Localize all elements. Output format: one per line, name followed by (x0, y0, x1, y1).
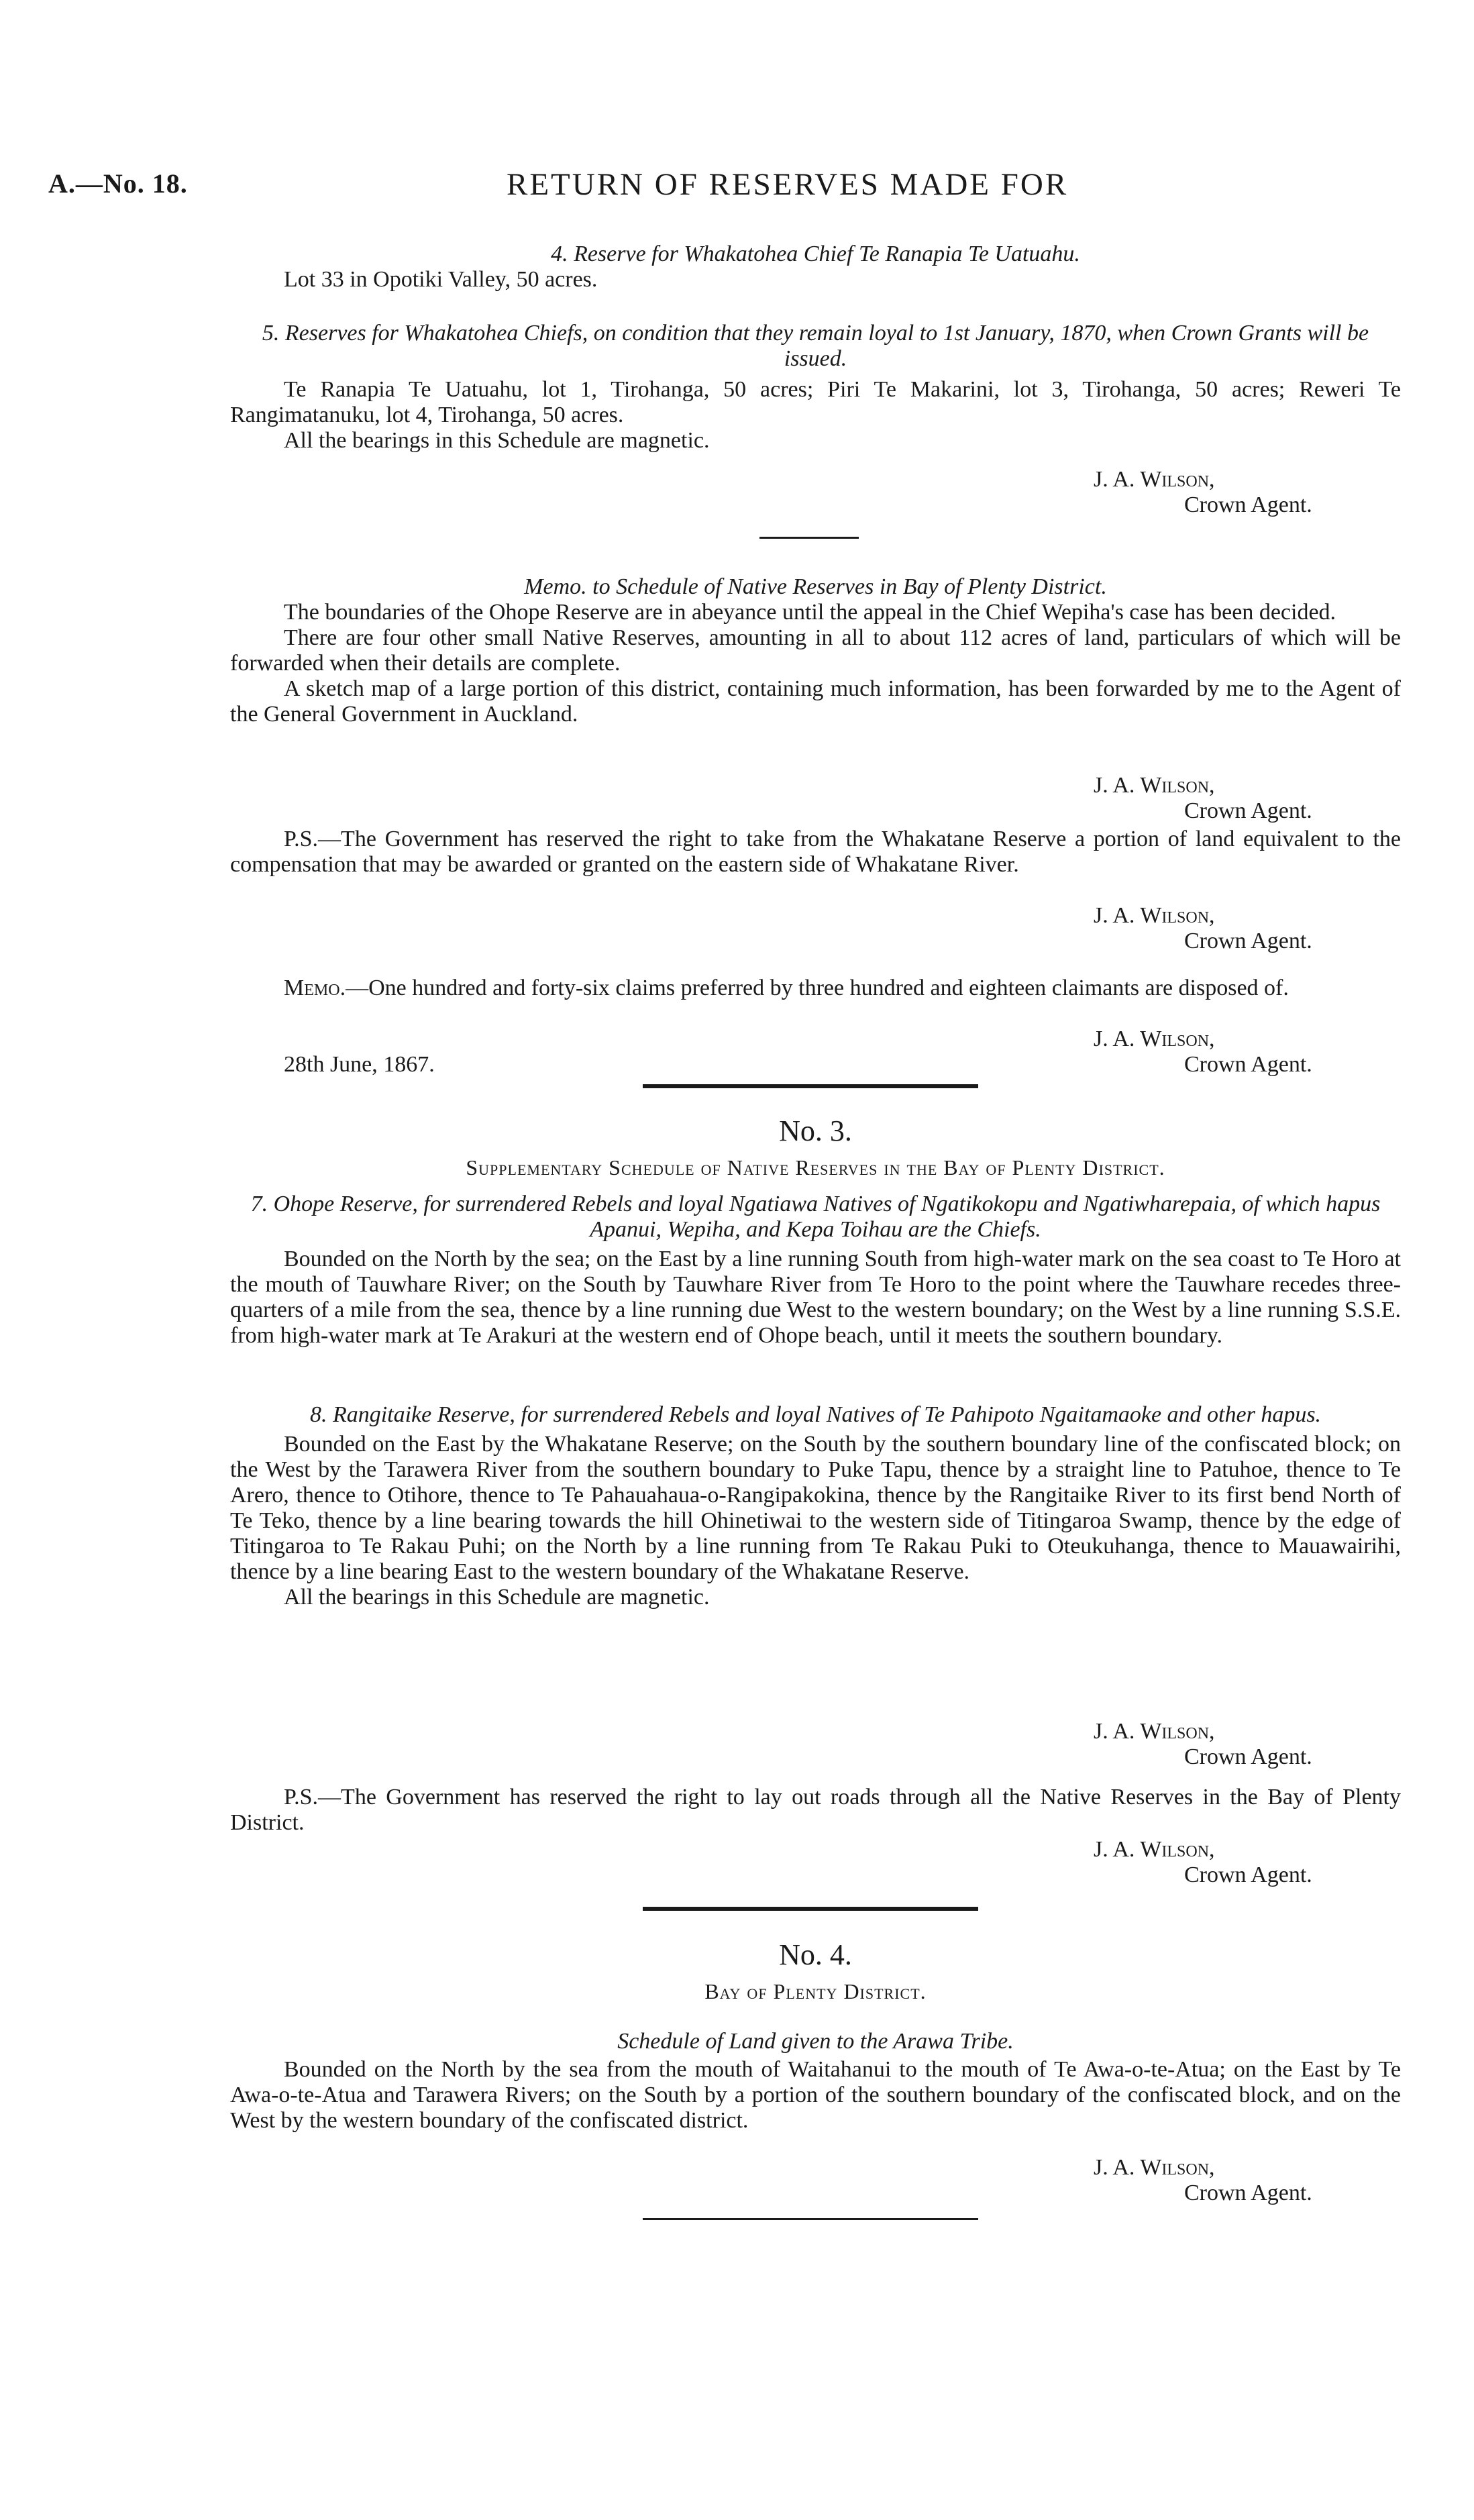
schedule-4-heading: Schedule of Land given to the Arawa Tribe. (617, 2029, 1014, 2054)
section-4-body: Lot 33 in Opotiki Valley, 50 acres. (284, 267, 598, 292)
schedule-number-4: No. 4. (779, 1938, 852, 1971)
schedule-3-ps: P.S.—The Government has reserved the right to lay out roads through all the Native Reserves in the Bay of Plenty District. (230, 1785, 1401, 1835)
section-divider (643, 1907, 978, 1911)
schedule-3-postscript (230, 1785, 1401, 1836)
section-7-heading: 7. Ohope Reserve, for surrendered Rebels and loyal Ngatiawa Natives of Ngatikokopu and Ngatiwharepaia, of which hapus Apanui, Wepiha, and Kepa Toihau are the Chiefs. (250, 1192, 1381, 1242)
schedule-4 (230, 2029, 1401, 2134)
signature-title: Crown Agent. (1184, 1862, 1312, 1887)
signature-title: Crown Agent. (1184, 1052, 1312, 1077)
section-5-bearings: All the bearings in this Schedule are magnetic. (284, 428, 710, 453)
signature-title: Crown Agent. (1184, 492, 1312, 517)
signature-title: Crown Agent. (1184, 798, 1312, 823)
section-4 (230, 242, 1401, 293)
section-5 (230, 321, 1401, 454)
signature-name: J. A. Wilson, (1094, 903, 1215, 928)
section-8 (230, 1402, 1401, 1610)
section-7-body: Bounded on the North by the sea; on the East by a line running South from high-water mark on the sea coast to Te Horo at the mouth of Tauwhare River; on the South by Tauwhare River from Te Horo to the point where the Tauwhare recedes three-quarters of a mile from the sea, thence by a line running due West to the western boundary; on the West by a line running S.S.E. from high-water mark at Te Arakuri at the western end of Ohope beach, until it meets the southern boundary. (230, 1247, 1401, 1348)
memo-claims (230, 976, 1401, 1001)
memo-ps: P.S.—The Government has reserved the right to take from the Whakatane Reserve a portion of land equivalent to the compensation that may be awarded or granted on the eastern side of Whakatane River. (230, 827, 1401, 877)
schedule-4-subtitle: Bay of Plenty District. (704, 1979, 927, 2003)
schedule-3-subtitle: Supplementary Schedule of Native Reserves in the Bay of Plenty District. (466, 1155, 1165, 1179)
section-8-body: Bounded on the East by the Whakatane Reserve; on the South by the southern boundary line of the confiscated block; on the West by the Tarawera River from the southern boundary to Puke Tapu, thence by a straight line to Patuhoe, thence to Te Arero, thence to Otihore, thence to Te Pahauahaua-o-Rangipakokina, thence by the Rangitaike River to its first bend North of Te Teko, thence by a line bearing towards the hill Ohinetiwai to the western side of Titingaroa Swamp, thence by the edge of Titingaroa to Te Rakau Puhi; on the North by a line running from Te Rakau Puki to Oteukuhanga, thence to Mauawairihi, thence by a line bearing East to the western boundary of the Whakatane Reserve. (230, 1432, 1401, 1584)
divider (759, 537, 859, 539)
schedule-4-body: Bounded on the North by the sea from the mouth of Waitahanui to the mouth of Te Awa-o-te-Atua; on the East by Te Awa-o-te-Atua and Tarawera Rivers; on the South by a portion of the southern boundary of the confiscated block, and on the West by the western boundary of the confiscated district. (230, 2057, 1401, 2133)
section-8-bearings: All the bearings in this Schedule are magnetic. (284, 1585, 710, 1610)
memo-heading: Memo. to Schedule of Native Reserves in Bay of Plenty District. (524, 574, 1107, 599)
signature-name: J. A. Wilson, (1094, 2155, 1215, 2180)
section-8-heading: 8. Rangitaike Reserve, for surrendered Rebels and loyal Natives of Te Pahipoto Ngaitamaoke and other hapus. (309, 1402, 1322, 1427)
memo-claims-text: —One hundred and forty-six claims preferred by three hundred and eighteen claimants are disposed of. (346, 976, 1289, 1000)
memo-section (230, 574, 1401, 727)
signature-name: J. A. Wilson, (1094, 467, 1215, 492)
memo-postscript (230, 827, 1401, 878)
section-7 (230, 1192, 1401, 1349)
section-5-body: Te Ranapia Te Uatuahu, lot 1, Tirohanga, 50 acres; Piri Te Makarini, lot 3, Tirohanga, 50 acres; Reweri Te Rangimatanuku, lot 4, Tirohanga, 50 acres. (230, 377, 1401, 427)
memo-paragraph-3: A sketch map of a large portion of this district, containing much information, has been forwarded by me to the Agent of the General Government in Auckland. (230, 676, 1401, 727)
signature-name: J. A. Wilson, (1094, 1719, 1215, 1744)
page-title: RETURN OF RESERVES MADE FOR (507, 167, 1069, 202)
schedule-number-3: No. 3. (779, 1114, 852, 1147)
signature-title: Crown Agent. (1184, 2181, 1312, 2205)
signature-title: Crown Agent. (1184, 1744, 1312, 1769)
section-4-heading: 4. Reserve for Whakatohea Chief Te Ranapia Te Uatuahu. (551, 242, 1080, 266)
end-divider (643, 2218, 978, 2220)
section-divider (643, 1084, 978, 1088)
signature-title: Crown Agent. (1184, 929, 1312, 953)
signature-name: J. A. Wilson, (1094, 1837, 1215, 1862)
signature-name: J. A. Wilson, (1094, 773, 1215, 798)
signature-name: J. A. Wilson, (1094, 1027, 1215, 1051)
memo-date: 28th June, 1867. (284, 1052, 435, 1077)
memo-label: Memo. (284, 976, 346, 1000)
memo-paragraph-1: The boundaries of the Ohope Reserve are in abeyance until the appeal in the Chief Wepiha's case has been decided. (284, 600, 1336, 625)
document-number: A.—No. 18. (48, 168, 188, 199)
memo-paragraph-2: There are four other small Native Reserves, amounting in all to about 112 acres of land, particulars of which will be forwarded when their details are complete. (230, 625, 1401, 676)
section-5-heading: 5. Reserves for Whakatohea Chiefs, on condition that they remain loyal to 1st January, 1870, when Crown Grants will be issued. (262, 321, 1369, 371)
